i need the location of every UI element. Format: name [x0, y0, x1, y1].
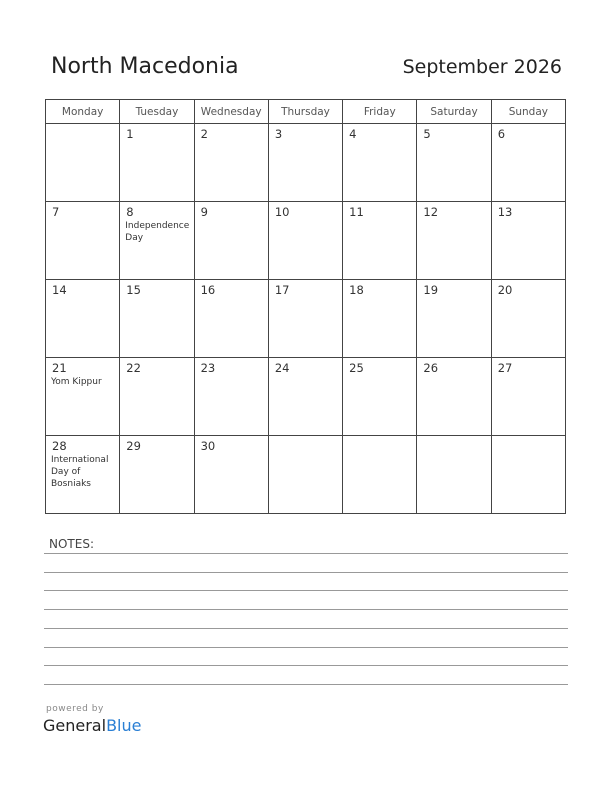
- day-number: 3: [274, 127, 283, 141]
- weekday-saturday: Saturday: [417, 100, 491, 124]
- day-cell: [46, 436, 120, 514]
- day-number: 13: [497, 205, 513, 219]
- day-number: 27: [497, 361, 513, 375]
- day-number: 22: [126, 361, 141, 375]
- holiday-label: International Day of Bosniaks: [51, 455, 109, 489]
- day-cell: [268, 124, 342, 202]
- day-number: 10: [274, 205, 290, 219]
- notes-line: [44, 628, 568, 629]
- holiday-label: Independence Day: [125, 221, 190, 243]
- notes-line: [44, 665, 568, 666]
- day-cell: [194, 358, 268, 436]
- day-cell: [417, 124, 491, 202]
- day-number: 26: [423, 361, 439, 375]
- day-cell: [343, 280, 417, 358]
- day-cell: [417, 358, 491, 436]
- day-cell: [268, 280, 342, 358]
- weekday-monday: Monday: [46, 100, 120, 124]
- day-number: 16: [200, 283, 216, 297]
- week-row: [46, 280, 566, 358]
- day-cell: [46, 358, 120, 436]
- day-number: 7: [52, 205, 60, 219]
- day-number: 24: [274, 361, 290, 375]
- day-cell: [343, 124, 417, 202]
- powered-by-text: powered by: [46, 704, 104, 714]
- day-number: 1: [126, 127, 134, 141]
- day-number: 29: [126, 439, 141, 453]
- week-row: [46, 436, 566, 514]
- day-number: 8: [126, 205, 134, 219]
- day-number: 6: [497, 127, 506, 141]
- day-cell: [417, 280, 491, 358]
- calendar-grid: [45, 99, 566, 514]
- notes-line: [44, 684, 568, 685]
- day-number: 15: [126, 283, 141, 297]
- notes-line: [44, 647, 568, 648]
- week-row: [46, 202, 566, 280]
- day-number: 28: [52, 439, 67, 453]
- generalblue-logo[interactable]: [43, 716, 141, 735]
- day-cell: [46, 280, 120, 358]
- day-cell: [120, 124, 194, 202]
- brand-general: General: [43, 716, 107, 735]
- weekday-header-row: [46, 100, 566, 124]
- day-cell: [491, 280, 565, 358]
- day-cell: [343, 436, 417, 514]
- weekday-thursday: Thursday: [268, 100, 342, 124]
- day-number: 9: [200, 205, 208, 219]
- day-cell: [491, 202, 565, 280]
- day-cell: [194, 202, 268, 280]
- calendar-month-title: September 2026: [402, 56, 562, 78]
- day-cell: [491, 436, 565, 514]
- notes-label: NOTES:: [49, 537, 94, 551]
- day-number: 18: [349, 283, 364, 297]
- day-cell: [194, 280, 268, 358]
- day-cell: [46, 124, 120, 202]
- brand-blue: Blue: [106, 716, 142, 735]
- day-number: 19: [423, 283, 439, 297]
- day-number: 25: [349, 361, 364, 375]
- day-number: 5: [423, 127, 431, 141]
- weekday-wednesday: Wednesday: [194, 100, 268, 124]
- day-cell: [120, 358, 194, 436]
- notes-line: [44, 609, 568, 610]
- day-cell: [268, 358, 342, 436]
- calendar-country-title: North Macedonia: [51, 54, 239, 79]
- day-cell: [120, 436, 194, 514]
- day-cell: [120, 280, 194, 358]
- day-cell: [194, 436, 268, 514]
- day-cell: [268, 436, 342, 514]
- day-number: 17: [274, 283, 290, 297]
- day-number: 4: [349, 127, 357, 141]
- day-number: 12: [423, 205, 439, 219]
- weekday-sunday: Sunday: [491, 100, 565, 124]
- day-cell: [343, 358, 417, 436]
- weekday-friday: Friday: [343, 100, 417, 124]
- day-number: 14: [52, 283, 67, 297]
- holiday-label: Yom Kippur: [51, 377, 102, 387]
- day-number: 30: [200, 439, 216, 453]
- notes-line: [44, 572, 568, 573]
- day-cell: [194, 124, 268, 202]
- day-number: 2: [200, 127, 208, 141]
- day-number: 20: [497, 283, 513, 297]
- day-number: 23: [200, 361, 216, 375]
- day-number: 21: [52, 361, 67, 375]
- notes-line: [44, 553, 568, 554]
- notes-line: [44, 590, 568, 591]
- day-number: 11: [349, 205, 364, 219]
- day-cell: [46, 202, 120, 280]
- day-cell: [491, 358, 565, 436]
- week-row: [46, 124, 566, 202]
- day-cell: [343, 202, 417, 280]
- day-cell: [417, 436, 491, 514]
- weekday-tuesday: Tuesday: [120, 100, 194, 124]
- day-cell: [417, 202, 491, 280]
- day-cell: [491, 124, 565, 202]
- day-cell: [268, 202, 342, 280]
- week-row: [46, 358, 566, 436]
- day-cell: [120, 202, 194, 280]
